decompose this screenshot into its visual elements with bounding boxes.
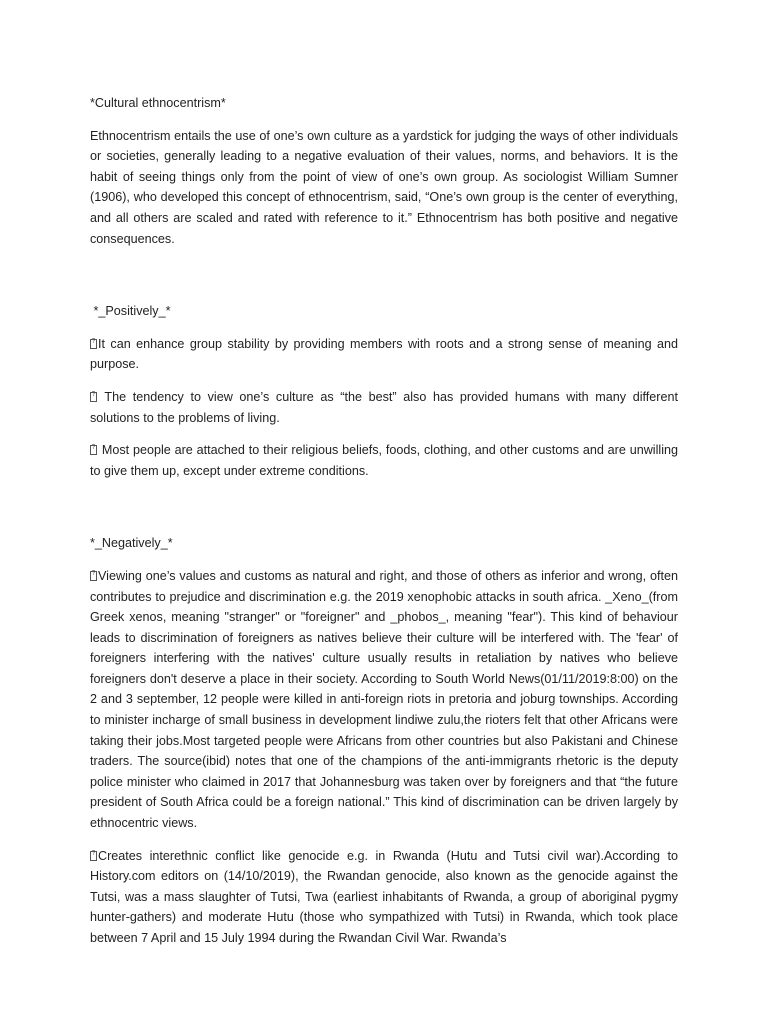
positive-item: ? The tendency to view one’s culture as “the best” also has provided humans with many different solutions to the problems of living. xyxy=(90,387,678,428)
negatively-heading: *_Negatively_* xyxy=(90,536,173,551)
document-page xyxy=(90,93,678,961)
intro-paragraph: Ethnocentrism entails the use of one’s own culture as a yardstick for judging the ways of other individuals or societies, generally leading to a negative evaluation of their values, norms, and behaviors. It is the habit of seeing things only from the point of view of one’s own group. As sociologist William Sumner (1906), who developed this concept of ethnocentrism, said, “One’s own group is the center of everything, and all others are scaled and rated with reference to it.” Ethnocentrism has both positive and negative consequences. xyxy=(90,128,678,246)
document-title: *Cultural ethnocentrism* xyxy=(90,96,226,110)
missing-glyph-icon xyxy=(90,392,97,402)
section-spacer xyxy=(90,493,678,533)
positively-heading: *_Positively_* xyxy=(90,304,171,319)
missing-glyph-icon xyxy=(90,851,97,861)
negative-item: ?Viewing one’s values and customs as natural and right, and those of others as inferior and wrong, often contributes to prejudice and discrimination e.g. the 2019 xenophobic attacks in south africa. _Xeno_(from Greek xenos, meaning "stranger" or "foreigner" and _phobos_, meaning "fear"). This kind of behaviour leads to discrimination of foreigners as natives believe their culture will be interfered with. The 'fear' of foreigners interfering with the natives' culture usually results in retaliation by natives who believe foreigners don't deserve a place in their society. According to South World News(01/11/2019:8:00) on the 2 and 3 september, 12 people were killed in anti-foreign riots in pretoria and joburg townships. According to minister incharge of small business in development lindiwe zulu,the rioters felt that other Africans were taking their jobs.Most targeted people were Africans from other countries but also Pakistani and Chinese traders. The source(ibid) notes that one of the champions of the anti-immigrants rhetoric is the deputy police minister who claimed in 2017 that Johannesburg was taken over by foreigners and that “the future president of South Africa could be a foreign national.” This kind of discrimination can be driven largely by ethnocentric views. xyxy=(90,566,678,834)
positive-item: ? Most people are attached to their religious beliefs, foods, clothing, and other customs and are unwilling to give them up, except under extreme conditions. xyxy=(90,440,678,481)
negative-item: ?Creates interethnic conflict like genocide e.g. in Rwanda (Hutu and Tutsi civil war).According to History.com editors on (14/10/2019), the Rwandan genocide, also known as the genocide against the Tutsi, was a mass slaughter of Tutsi, Twa (earliest inhabitants of Rwanda, a group of aboriginal pygmy hunter-gathers) and moderate Hutu (those who sympathized with Tutsi) in Rwanda, which took place between 7 April and 15 July 1994 during the Rwandan Civil War. Rwanda’s xyxy=(90,846,678,949)
missing-glyph-icon xyxy=(90,339,97,349)
section-spacer xyxy=(90,261,678,301)
positive-item: ?It can enhance group stability by providing members with roots and a strong sense of meaning and purpose. xyxy=(90,334,678,375)
missing-glyph-icon xyxy=(90,571,97,581)
missing-glyph-icon xyxy=(90,445,97,455)
